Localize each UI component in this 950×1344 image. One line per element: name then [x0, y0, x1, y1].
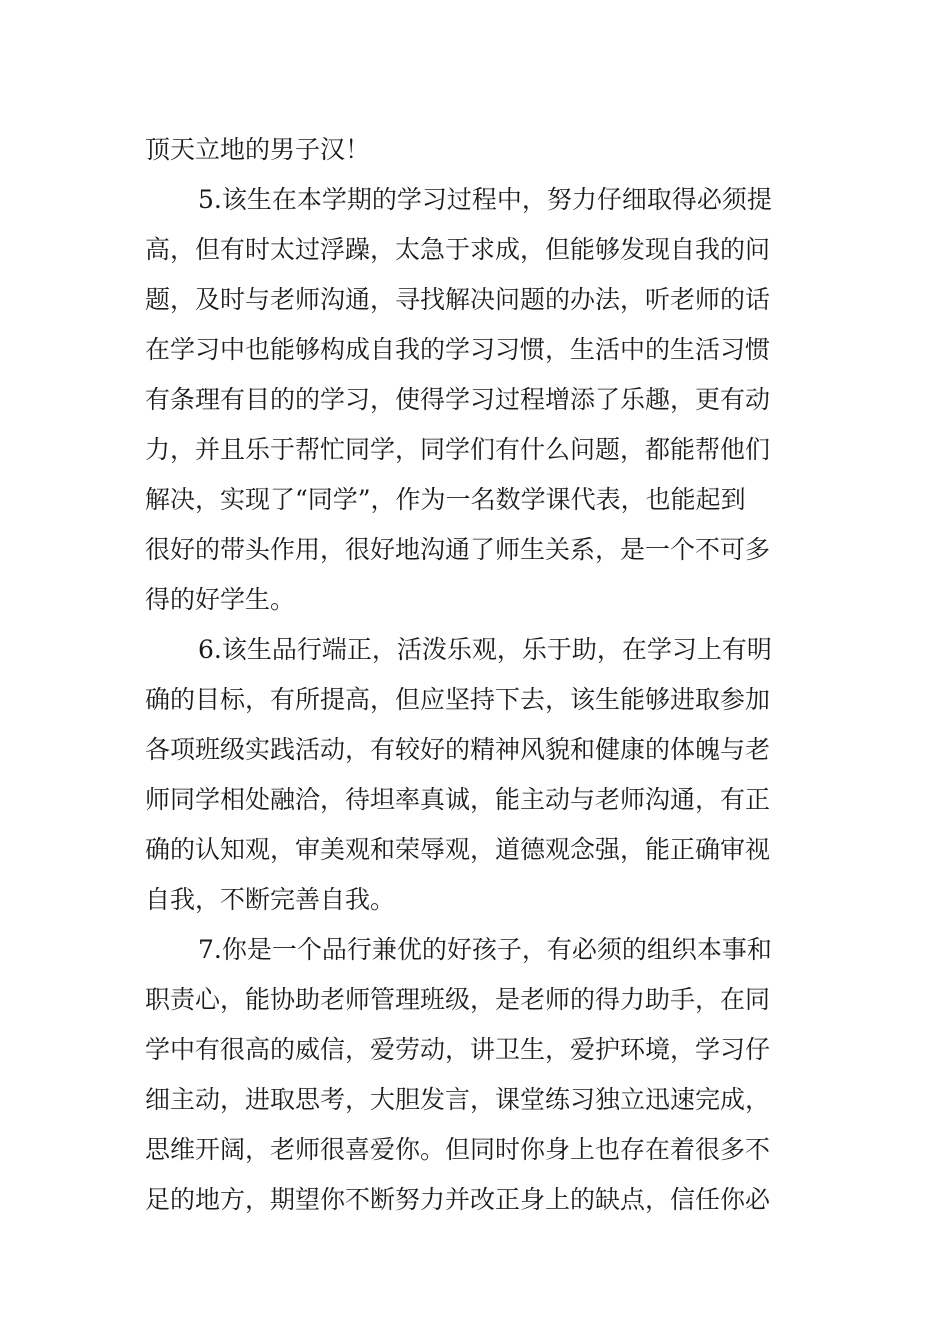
text-line: 有条理有目的的学习，使得学习过程增添了乐趣，更有动 — [145, 385, 771, 414]
text-line: 顶天立地的男子汉！ — [145, 135, 371, 164]
text-line: 各项班级实践活动，有较好的精神风貌和健康的体魄与老 — [145, 735, 771, 764]
text-line: 确的目标，有所提高，但应坚持下去，该生能够进取参加 — [145, 685, 771, 714]
paragraph-6-start: 6.该生品行端正，活泼乐观，乐于助，在学习上有明 — [198, 635, 772, 664]
text-line: 细主动，进取思考，大胆发言，课堂练习独立迅速完成， — [145, 1085, 771, 1114]
text-line: 在学习中也能够构成自我的学习习惯，生活中的生活习惯 — [145, 335, 771, 364]
paragraph-7-start: 7.你是一个品行兼优的好孩子，有必须的组织本事和 — [198, 935, 772, 964]
text-line: 很好的带头作用，很好地沟通了师生关系，是一个不可多 — [145, 535, 771, 564]
text-line: 职责心，能协助老师管理班级，是老师的得力助手，在同 — [145, 985, 771, 1014]
text-line: 高，但有时太过浮躁，太急于求成，但能够发现自我的问 — [145, 235, 771, 264]
text-line: 力，并且乐于帮忙同学，同学们有什么问题，都能帮他们 — [145, 435, 771, 464]
text-line: 自我，不断完善自我。 — [145, 885, 396, 914]
text-line: 题，及时与老师沟通，寻找解决问题的办法，听老师的话 — [145, 285, 771, 314]
text-line: 确的认知观，审美观和荣辱观，道德观念强，能正确审视 — [145, 835, 771, 864]
text-line: 师同学相处融洽，待坦率真诚，能主动与老师沟通，有正 — [145, 785, 771, 814]
text-line: 解决，实现了“同学”，作为一名数学课代表，也能起到 — [145, 485, 746, 514]
paragraph-5-start: 5.该生在本学期的学习过程中，努力仔细取得必须提 — [198, 185, 772, 214]
text-line: 得的好学生。 — [145, 585, 296, 614]
text-line: 思维开阔，老师很喜爱你。但同时你身上也存在着很多不 — [145, 1135, 771, 1164]
text-line: 足的地方，期望你不断努力并改正身上的缺点，信任你必 — [145, 1185, 771, 1214]
text-line: 学中有很高的威信，爱劳动，讲卫生，爱护环境，学习仔 — [145, 1035, 771, 1064]
